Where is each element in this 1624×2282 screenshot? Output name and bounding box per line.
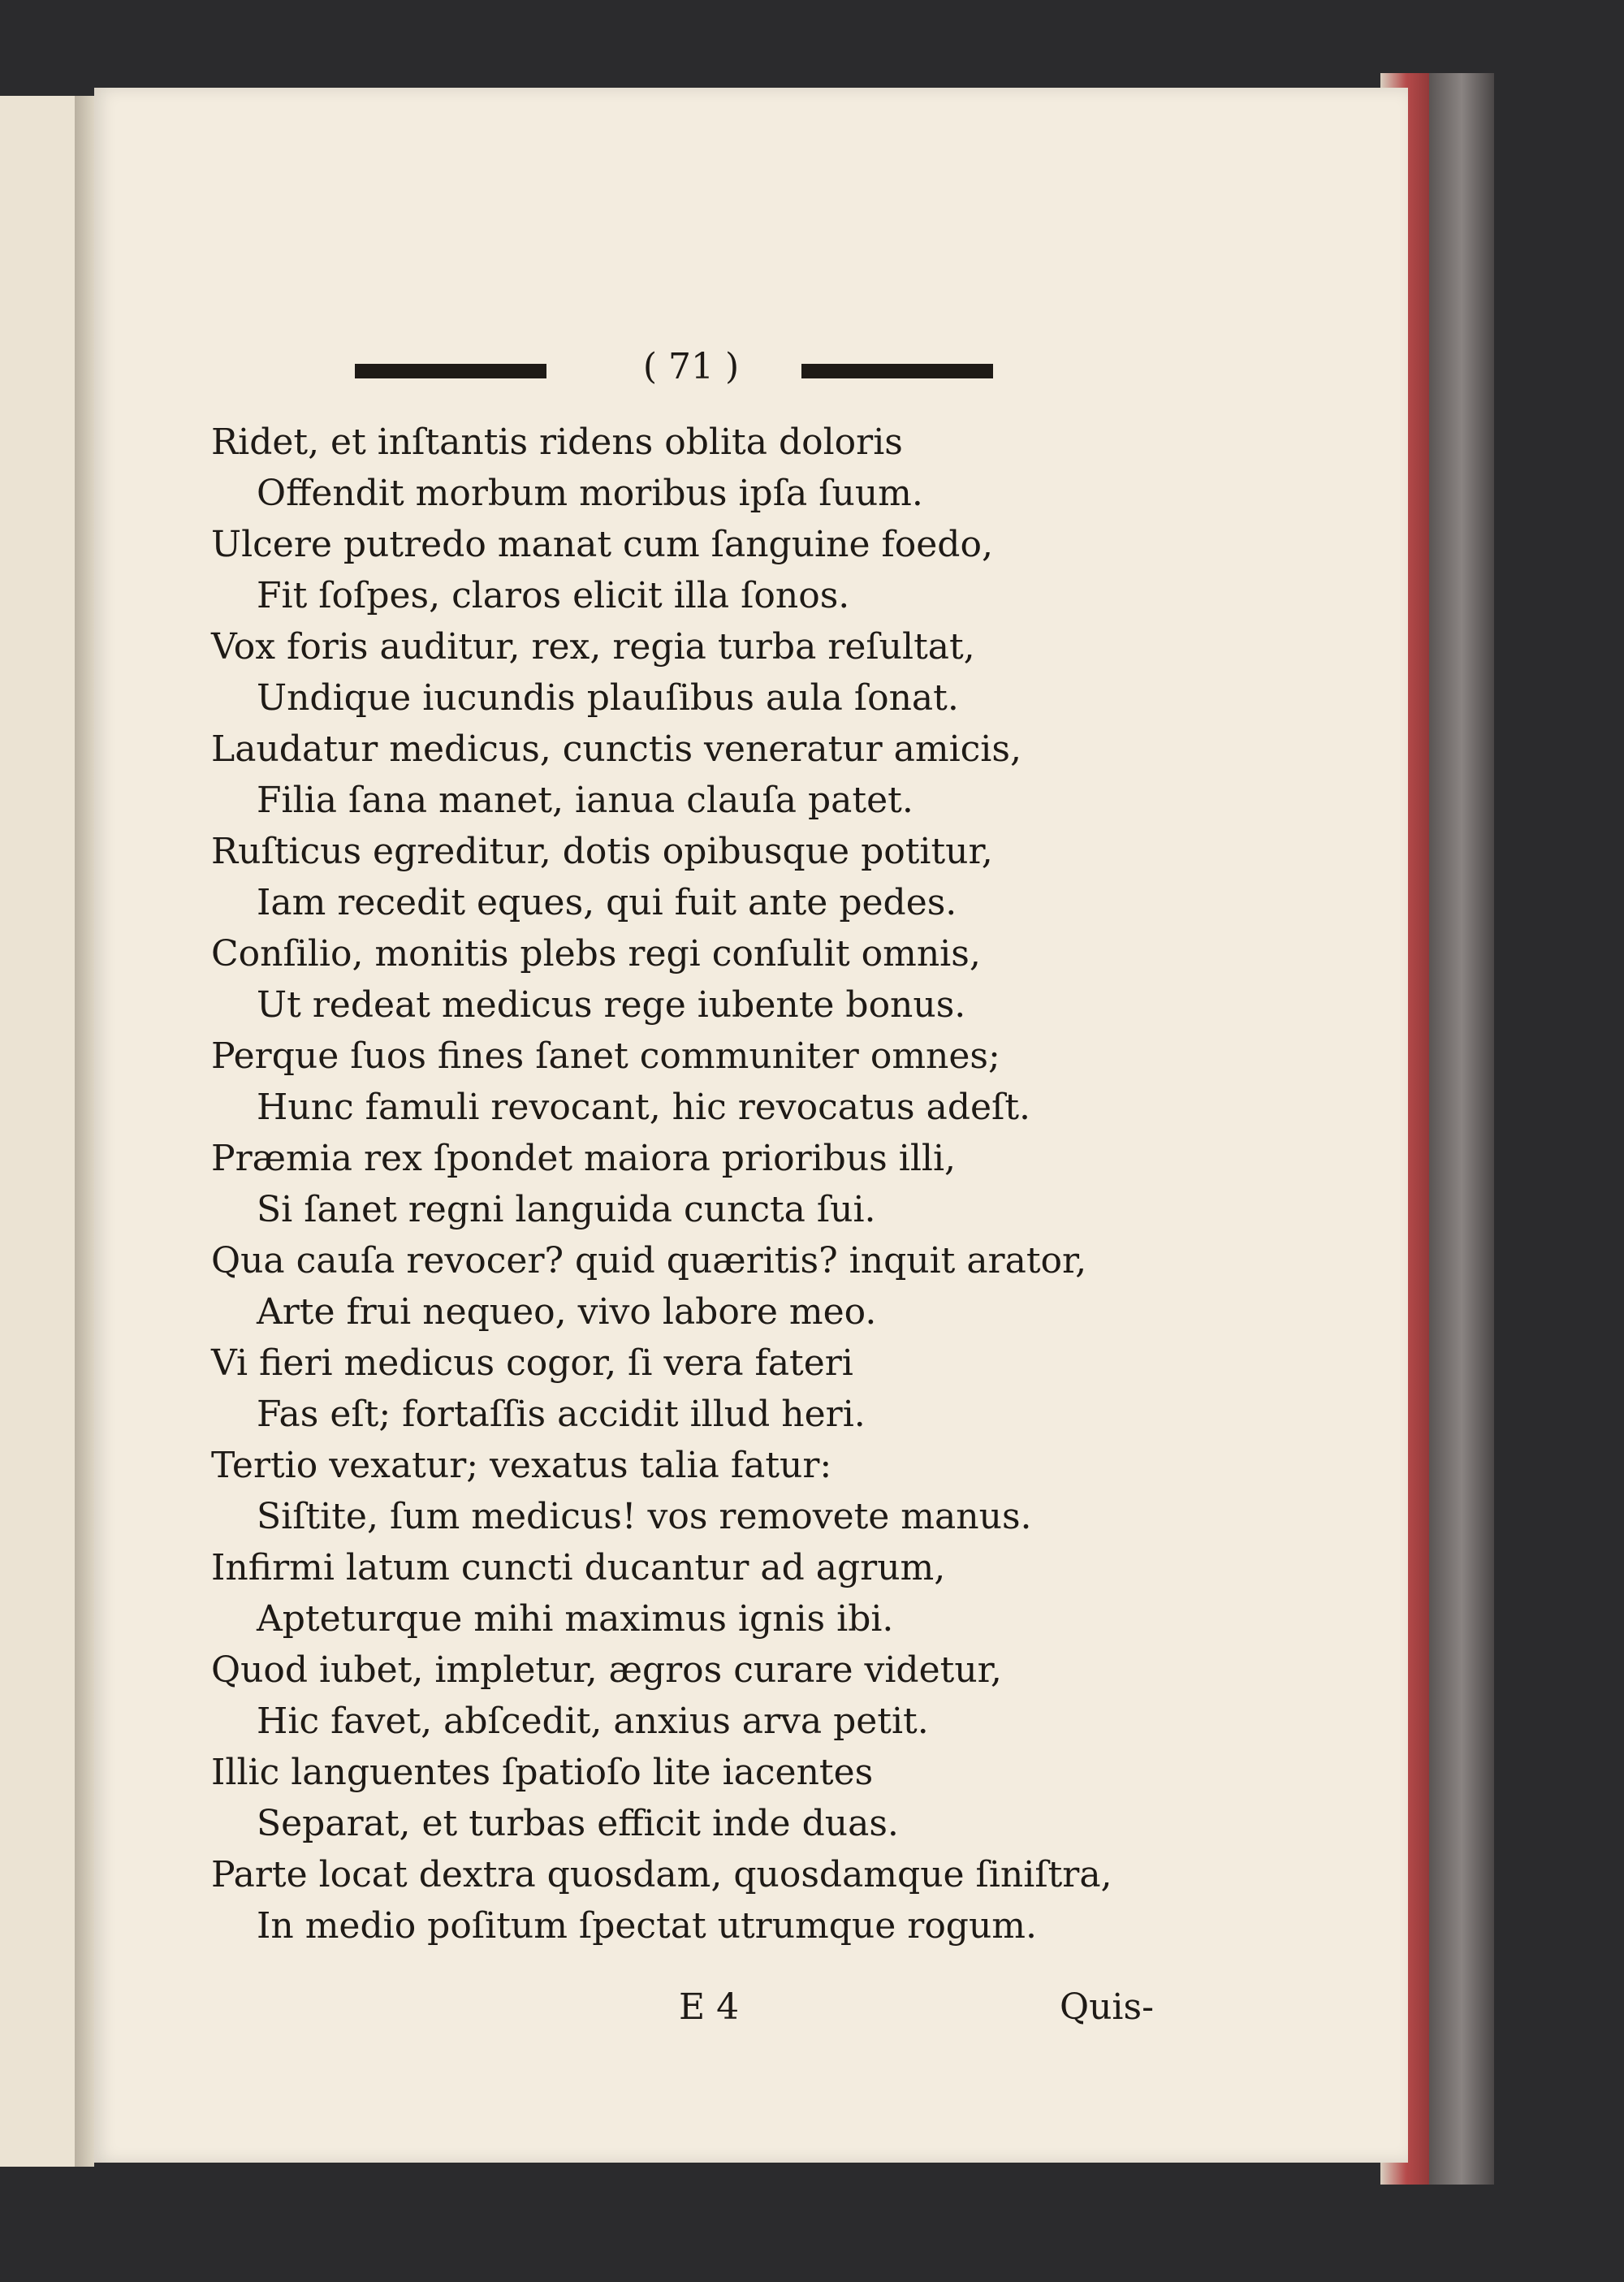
verse-line: Hic favet, abſcedit, anxius arva petit. (257, 1701, 929, 1742)
verse-line: Hunc famuli revocant, hic revocatus adeſt. (257, 1087, 1030, 1128)
header-rule-left (355, 364, 546, 378)
verse-line: Undique iucundis plauſibus aula ſonat. (257, 677, 959, 719)
verse-line: Filia ſana manet, ianua clauſa patet. (257, 780, 914, 821)
verse-line: Qua cauſa revocer? quid quæritis? inquit arator, (211, 1240, 1087, 1281)
verse-line: Ulcere putredo manat cum ſanguine foedo, (211, 524, 993, 565)
book-cover (1429, 73, 1494, 2185)
book-page (94, 88, 1408, 2163)
verse-line: Conſilio, monitis plebs regi conſulit omnis, (211, 933, 981, 975)
previous-page-edge (0, 96, 77, 2167)
verse-line: Ruſticus egreditur, dotis opibusque potitur, (211, 831, 993, 872)
verse-line: Parte locat dextra quosdam, quosdamque ſiniſtra, (211, 1854, 1112, 1895)
header-rule-right (801, 364, 993, 378)
verse-line: Vox foris auditur, rex, regia turba reſultat, (211, 626, 975, 668)
verse-line: Ridet, et inſtantis ridens oblita doloris (211, 421, 903, 463)
verse-line: Iam recedit eques, qui fuit ante pedes. (257, 882, 957, 923)
page-number: ( 71 ) (642, 346, 740, 387)
verse-line: Fas eſt; fortaſſis accidit illud heri. (257, 1394, 866, 1435)
verse-line: Arte frui nequeo, vivo labore meo. (257, 1291, 877, 1333)
book-gutter (75, 96, 94, 2167)
verse-line: Quod iubet, impletur, ægros curare videtur, (211, 1649, 1002, 1691)
signature-mark: E 4 (679, 1986, 740, 2028)
verse-line: Apteturque mihi maximus ignis ibi. (257, 1598, 894, 1640)
verse-line: Fit ſoſpes, claros elicit illa ſonos. (257, 575, 850, 616)
verse-line: Perque ſuos fines ſanet communiter omnes; (211, 1035, 1000, 1077)
verse-line: Illic languentes ſpatioſo lite iacentes (211, 1752, 874, 1793)
verse-line: Separat, et turbas efficit inde duas. (257, 1803, 899, 1844)
verse-line: Si ſanet regni languida cuncta ſui. (257, 1189, 876, 1230)
verse-line: Tertio vexatur; vexatus talia fatur: (211, 1445, 832, 1486)
catchword: Quis- (1060, 1986, 1154, 2028)
verse-line: Infirmi latum cuncti ducantur ad agrum, (211, 1547, 946, 1588)
verse-line: Laudatur medicus, cunctis veneratur amicis, (211, 728, 1021, 770)
verse-line: Vi fieri medicus cogor, ſi vera fateri (211, 1342, 853, 1384)
verse-line: Siſtite, ſum medicus! vos removete manus. (257, 1496, 1032, 1537)
poem-text (211, 417, 1389, 1951)
verse-line: Præmia rex ſpondet maiora prioribus illi, (211, 1138, 957, 1179)
verse-line: Offendit morbum moribus ipſa ſuum. (257, 473, 923, 514)
page-header (94, 346, 1408, 395)
verse-line: Ut redeat medicus rege iubente bonus. (257, 984, 966, 1026)
verse-line: In medio poſitum ſpectat utrumque rogum. (257, 1905, 1038, 1947)
page-footer (94, 1986, 1408, 2043)
